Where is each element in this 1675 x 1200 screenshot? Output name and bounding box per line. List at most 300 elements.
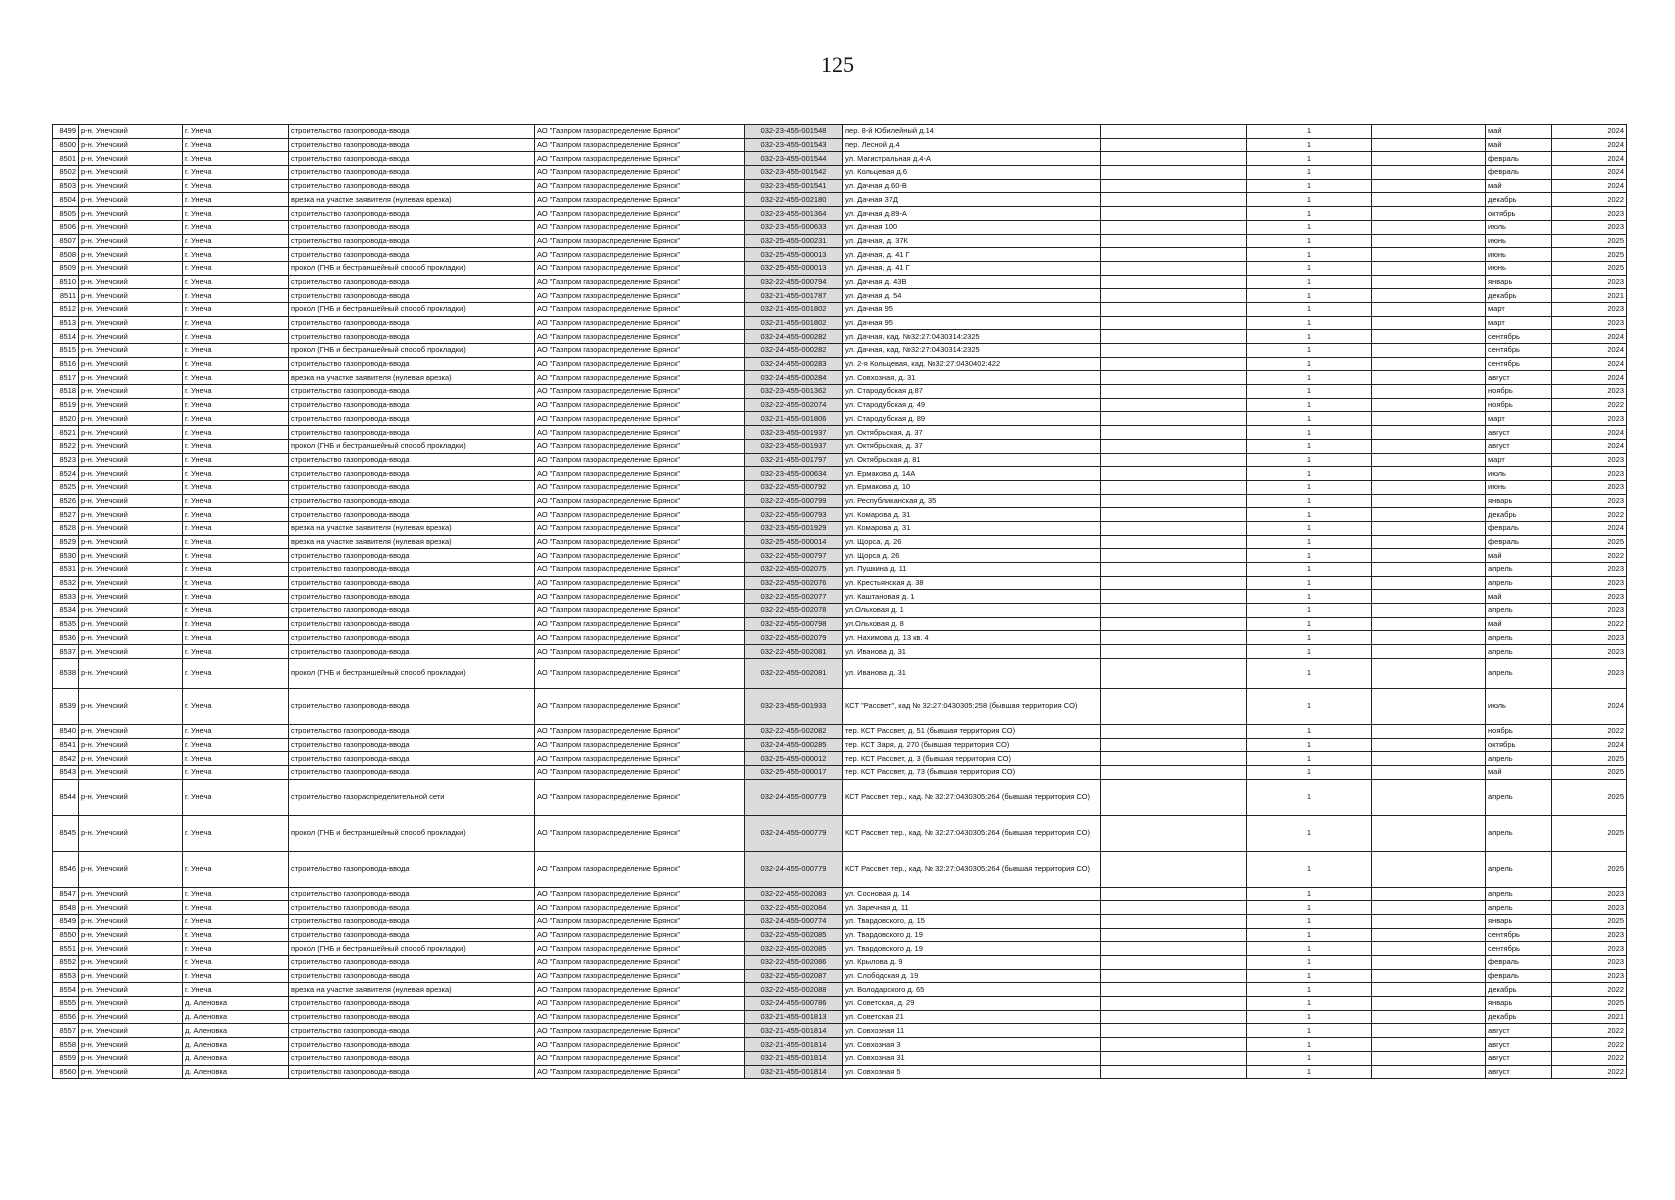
address-cell: ул. Октябрьская д. 81: [843, 453, 1101, 467]
empty-cell: [1372, 234, 1486, 248]
district-cell: р-н. Унечский: [79, 467, 183, 481]
district-cell: р-н. Унечский: [79, 631, 183, 645]
year-cell: 2024: [1552, 125, 1627, 139]
settlement-cell: г. Унеча: [183, 138, 289, 152]
address-cell: ул. Совхозная 3: [843, 1038, 1101, 1052]
table-row: [53, 914, 1627, 928]
empty-cell: [1372, 645, 1486, 659]
empty-cell: [1101, 521, 1247, 535]
district-cell: р-н. Унечский: [79, 494, 183, 508]
district-cell: р-н. Унечский: [79, 549, 183, 563]
empty-cell: [1101, 956, 1247, 970]
year-cell: 2023: [1552, 467, 1627, 481]
month-cell: июнь: [1486, 480, 1552, 494]
empty-cell: [1101, 193, 1247, 207]
district-cell: р-н. Унечский: [79, 480, 183, 494]
address-cell: ул. Дачная д. 43В: [843, 275, 1101, 289]
application-code-cell: 032-21-455-001806: [745, 412, 843, 426]
organization-cell: АО "Газпром газораспределение Брянск": [535, 426, 745, 440]
settlement-cell: г. Унеча: [183, 604, 289, 618]
month-cell: май: [1486, 590, 1552, 604]
settlement-cell: г. Унеча: [183, 261, 289, 275]
district-cell: р-н. Унечский: [79, 1010, 183, 1024]
quantity-cell: 1: [1247, 467, 1372, 481]
row-number: 8546: [53, 851, 79, 887]
settlement-cell: д. Аленовка: [183, 1065, 289, 1079]
district-cell: р-н. Унечский: [79, 426, 183, 440]
empty-cell: [1101, 658, 1247, 688]
application-code-cell: 032-22-455-000792: [745, 480, 843, 494]
district-cell: р-н. Унечский: [79, 604, 183, 618]
settlement-cell: д. Аленовка: [183, 1051, 289, 1065]
organization-cell: АО "Газпром газораспределение Брянск": [535, 494, 745, 508]
address-cell: ул. Стародубская д. 49: [843, 398, 1101, 412]
empty-cell: [1101, 590, 1247, 604]
year-cell: 2023: [1552, 385, 1627, 399]
empty-cell: [1372, 631, 1486, 645]
year-cell: 2025: [1552, 851, 1627, 887]
district-cell: р-н. Унечский: [79, 1065, 183, 1079]
work-type-cell: строительство газопровода-ввода: [289, 330, 535, 344]
year-cell: 2022: [1552, 1051, 1627, 1065]
month-cell: сентябрь: [1486, 357, 1552, 371]
application-code-cell: 032-21-455-001802: [745, 302, 843, 316]
settlement-cell: г. Унеча: [183, 508, 289, 522]
district-cell: р-н. Унечский: [79, 914, 183, 928]
settlement-cell: г. Унеча: [183, 453, 289, 467]
address-cell: тер. КСТ Рассвет, д. 51 (бывшая территория СО): [843, 724, 1101, 738]
settlement-cell: г. Унеча: [183, 549, 289, 563]
quantity-cell: 1: [1247, 398, 1372, 412]
year-cell: 2021: [1552, 1010, 1627, 1024]
year-cell: 2022: [1552, 617, 1627, 631]
address-cell: ул. Сосновая д. 14: [843, 887, 1101, 901]
quantity-cell: 1: [1247, 942, 1372, 956]
organization-cell: АО "Газпром газораспределение Брянск": [535, 604, 745, 618]
work-type-cell: прокол (ГНБ и бестраншейный способ прокладки): [289, 439, 535, 453]
year-cell: 2025: [1552, 752, 1627, 766]
row-number: 8531: [53, 563, 79, 577]
settlement-cell: г. Унеча: [183, 851, 289, 887]
month-cell: сентябрь: [1486, 928, 1552, 942]
work-type-cell: строительство газопровода-ввода: [289, 1038, 535, 1052]
settlement-cell: г. Унеча: [183, 631, 289, 645]
address-cell: ул. Комарова д. 31: [843, 508, 1101, 522]
row-number: 8557: [53, 1024, 79, 1038]
settlement-cell: г. Унеча: [183, 439, 289, 453]
work-type-cell: строительство газопровода-ввода: [289, 234, 535, 248]
row-number: 8536: [53, 631, 79, 645]
settlement-cell: г. Унеча: [183, 289, 289, 303]
work-type-cell: строительство газопровода-ввода: [289, 887, 535, 901]
row-number: 8510: [53, 275, 79, 289]
table-row: [53, 1010, 1627, 1024]
quantity-cell: 1: [1247, 658, 1372, 688]
organization-cell: АО "Газпром газораспределение Брянск": [535, 535, 745, 549]
work-type-cell: строительство газопровода-ввода: [289, 631, 535, 645]
organization-cell: АО "Газпром газораспределение Брянск": [535, 220, 745, 234]
quantity-cell: 1: [1247, 1065, 1372, 1079]
year-cell: 2023: [1552, 631, 1627, 645]
address-cell: ул. Дачная д. 54: [843, 289, 1101, 303]
settlement-cell: г. Унеча: [183, 983, 289, 997]
empty-cell: [1372, 344, 1486, 358]
empty-cell: [1372, 275, 1486, 289]
district-cell: р-н. Унечский: [79, 138, 183, 152]
year-cell: 2023: [1552, 494, 1627, 508]
table-row: [53, 248, 1627, 262]
month-cell: апрель: [1486, 815, 1552, 851]
empty-cell: [1101, 316, 1247, 330]
organization-cell: АО "Газпром газораспределение Брянск": [535, 549, 745, 563]
empty-cell: [1372, 398, 1486, 412]
application-code-cell: 032-23-455-001937: [745, 439, 843, 453]
empty-cell: [1101, 480, 1247, 494]
row-number: 8524: [53, 467, 79, 481]
district-cell: р-н. Унечский: [79, 887, 183, 901]
settlement-cell: г. Унеча: [183, 234, 289, 248]
organization-cell: АО "Газпром газораспределение Брянск": [535, 815, 745, 851]
settlement-cell: г. Унеча: [183, 275, 289, 289]
empty-cell: [1372, 997, 1486, 1011]
empty-cell: [1372, 261, 1486, 275]
address-cell: ул. Дачная 95: [843, 302, 1101, 316]
settlement-cell: г. Унеча: [183, 738, 289, 752]
year-cell: 2024: [1552, 371, 1627, 385]
district-cell: р-н. Унечский: [79, 997, 183, 1011]
month-cell: июль: [1486, 688, 1552, 724]
work-type-cell: строительство газопровода-ввода: [289, 549, 535, 563]
year-cell: 2025: [1552, 535, 1627, 549]
work-type-cell: строительство газопровода-ввода: [289, 398, 535, 412]
application-code-cell: 032-23-455-001541: [745, 179, 843, 193]
address-cell: ул. Пушкина д. 11: [843, 563, 1101, 577]
quantity-cell: 1: [1247, 179, 1372, 193]
address-cell: ул. Советская, д. 29: [843, 997, 1101, 1011]
settlement-cell: г. Унеча: [183, 521, 289, 535]
application-code-cell: 032-21-455-001814: [745, 1038, 843, 1052]
quantity-cell: 1: [1247, 439, 1372, 453]
address-cell: ул. Дачная, кад. №32:27:0430314:2325: [843, 344, 1101, 358]
year-cell: 2023: [1552, 590, 1627, 604]
empty-cell: [1372, 508, 1486, 522]
table-row: [53, 563, 1627, 577]
quantity-cell: 1: [1247, 494, 1372, 508]
empty-cell: [1372, 688, 1486, 724]
district-cell: р-н. Унечский: [79, 752, 183, 766]
district-cell: р-н. Унечский: [79, 207, 183, 221]
district-cell: р-н. Унечский: [79, 385, 183, 399]
quantity-cell: 1: [1247, 604, 1372, 618]
work-type-cell: строительство газопровода-ввода: [289, 467, 535, 481]
table-row: [53, 357, 1627, 371]
application-code-cell: 032-22-455-002180: [745, 193, 843, 207]
application-code-cell: 032-22-455-000799: [745, 494, 843, 508]
row-number: 8520: [53, 412, 79, 426]
month-cell: август: [1486, 439, 1552, 453]
work-type-cell: строительство газопровода-ввода: [289, 1051, 535, 1065]
organization-cell: АО "Газпром газораспределение Брянск": [535, 631, 745, 645]
organization-cell: АО "Газпром газораспределение Брянск": [535, 248, 745, 262]
empty-cell: [1101, 688, 1247, 724]
work-type-cell: строительство газопровода-ввода: [289, 914, 535, 928]
district-cell: р-н. Унечский: [79, 357, 183, 371]
row-number: 8501: [53, 152, 79, 166]
empty-cell: [1101, 942, 1247, 956]
settlement-cell: г. Унеча: [183, 563, 289, 577]
quantity-cell: 1: [1247, 453, 1372, 467]
year-cell: 2025: [1552, 997, 1627, 1011]
settlement-cell: г. Унеча: [183, 724, 289, 738]
address-cell: ул. Твардовского д. 19: [843, 928, 1101, 942]
application-code-cell: 032-23-455-001933: [745, 688, 843, 724]
district-cell: р-н. Унечский: [79, 535, 183, 549]
empty-cell: [1101, 901, 1247, 915]
district-cell: р-н. Унечский: [79, 617, 183, 631]
month-cell: сентябрь: [1486, 344, 1552, 358]
row-number: 8517: [53, 371, 79, 385]
address-cell: ул.Ольховая д. 8: [843, 617, 1101, 631]
address-cell: ул. Совхозная, д. 31: [843, 371, 1101, 385]
quantity-cell: 1: [1247, 969, 1372, 983]
work-type-cell: строительство газопровода-ввода: [289, 125, 535, 139]
organization-cell: АО "Газпром газораспределение Брянск": [535, 752, 745, 766]
work-type-cell: строительство газопровода-ввода: [289, 901, 535, 915]
empty-cell: [1372, 494, 1486, 508]
row-number: 8521: [53, 426, 79, 440]
empty-cell: [1101, 220, 1247, 234]
address-cell: ул. Дачная, д. 41 Г: [843, 261, 1101, 275]
empty-cell: [1101, 275, 1247, 289]
month-cell: февраль: [1486, 166, 1552, 180]
organization-cell: АО "Газпром газораспределение Брянск": [535, 207, 745, 221]
empty-cell: [1372, 207, 1486, 221]
month-cell: апрель: [1486, 752, 1552, 766]
application-code-cell: 032-25-455-000231: [745, 234, 843, 248]
application-code-cell: 032-22-455-002079: [745, 631, 843, 645]
settlement-cell: д. Аленовка: [183, 1010, 289, 1024]
address-cell: ул. Дачная 95: [843, 316, 1101, 330]
address-cell: ул. Совхозная 5: [843, 1065, 1101, 1079]
month-cell: ноябрь: [1486, 385, 1552, 399]
application-code-cell: 032-24-455-000285: [745, 738, 843, 752]
table-row: [53, 969, 1627, 983]
address-cell: КСТ Рассвет тер., кад. № 32:27:0430305:264 (бывшая территория СО): [843, 815, 1101, 851]
work-type-cell: строительство газопровода-ввода: [289, 928, 535, 942]
table-row: [53, 275, 1627, 289]
settlement-cell: г. Унеча: [183, 887, 289, 901]
settlement-cell: г. Унеча: [183, 125, 289, 139]
address-cell: ул. Твардовского д. 19: [843, 942, 1101, 956]
empty-cell: [1101, 815, 1247, 851]
work-type-cell: строительство газопровода-ввода: [289, 765, 535, 779]
organization-cell: АО "Газпром газораспределение Брянск": [535, 645, 745, 659]
work-type-cell: строительство газопровода-ввода: [289, 426, 535, 440]
organization-cell: АО "Газпром газораспределение Брянск": [535, 563, 745, 577]
month-cell: август: [1486, 1065, 1552, 1079]
district-cell: р-н. Унечский: [79, 942, 183, 956]
quantity-cell: 1: [1247, 997, 1372, 1011]
work-type-cell: строительство газопровода-ввода: [289, 724, 535, 738]
quantity-cell: 1: [1247, 166, 1372, 180]
address-cell: ул. Заречная д. 11: [843, 901, 1101, 915]
quantity-cell: 1: [1247, 645, 1372, 659]
quantity-cell: 1: [1247, 152, 1372, 166]
year-cell: 2025: [1552, 234, 1627, 248]
quantity-cell: 1: [1247, 207, 1372, 221]
application-code-cell: 032-23-455-000634: [745, 467, 843, 481]
month-cell: ноябрь: [1486, 724, 1552, 738]
settlement-cell: г. Унеча: [183, 752, 289, 766]
table-row: [53, 752, 1627, 766]
quantity-cell: 1: [1247, 385, 1372, 399]
row-number: 8549: [53, 914, 79, 928]
quantity-cell: 1: [1247, 371, 1372, 385]
application-code-cell: 032-24-455-000774: [745, 914, 843, 928]
empty-cell: [1372, 480, 1486, 494]
work-type-cell: строительство газопровода-ввода: [289, 604, 535, 618]
empty-cell: [1372, 914, 1486, 928]
work-type-cell: строительство газопровода-ввода: [289, 412, 535, 426]
application-code-cell: 032-23-455-001364: [745, 207, 843, 221]
table-row: [53, 815, 1627, 851]
quantity-cell: 1: [1247, 535, 1372, 549]
empty-cell: [1372, 590, 1486, 604]
address-cell: ул. Володарского д. 65: [843, 983, 1101, 997]
empty-cell: [1372, 983, 1486, 997]
organization-cell: АО "Газпром газораспределение Брянск": [535, 275, 745, 289]
year-cell: 2024: [1552, 521, 1627, 535]
row-number: 8530: [53, 549, 79, 563]
settlement-cell: г. Унеча: [183, 166, 289, 180]
settlement-cell: г. Унеча: [183, 928, 289, 942]
application-code-cell: 032-23-455-001542: [745, 166, 843, 180]
organization-cell: АО "Газпром газораспределение Брянск": [535, 412, 745, 426]
empty-cell: [1101, 851, 1247, 887]
row-number: 8529: [53, 535, 79, 549]
district-cell: р-н. Унечский: [79, 330, 183, 344]
table-row: [53, 179, 1627, 193]
row-number: 8558: [53, 1038, 79, 1052]
table-row: [53, 942, 1627, 956]
quantity-cell: 1: [1247, 752, 1372, 766]
quantity-cell: 1: [1247, 261, 1372, 275]
district-cell: р-н. Унечский: [79, 765, 183, 779]
table-row: [53, 576, 1627, 590]
settlement-cell: г. Унеча: [183, 901, 289, 915]
table-row: [53, 617, 1627, 631]
empty-cell: [1372, 901, 1486, 915]
settlement-cell: г. Унеча: [183, 467, 289, 481]
row-number: 8522: [53, 439, 79, 453]
table-row: [53, 207, 1627, 221]
empty-cell: [1101, 344, 1247, 358]
empty-cell: [1372, 617, 1486, 631]
work-type-cell: строительство газопровода-ввода: [289, 220, 535, 234]
work-type-cell: врезка на участке заявителя (нулевая врезка): [289, 371, 535, 385]
organization-cell: АО "Газпром газораспределение Брянск": [535, 467, 745, 481]
table-row: [53, 302, 1627, 316]
quantity-cell: 1: [1247, 956, 1372, 970]
empty-cell: [1101, 494, 1247, 508]
row-number: 8504: [53, 193, 79, 207]
empty-cell: [1372, 658, 1486, 688]
application-code-cell: 032-21-455-001787: [745, 289, 843, 303]
application-code-cell: 032-23-455-001543: [745, 138, 843, 152]
application-code-cell: 032-22-455-002081: [745, 645, 843, 659]
year-cell: 2025: [1552, 815, 1627, 851]
empty-cell: [1101, 1038, 1247, 1052]
year-cell: 2023: [1552, 604, 1627, 618]
application-code-cell: 032-21-455-001802: [745, 316, 843, 330]
address-cell: ул. Слободская д. 19: [843, 969, 1101, 983]
month-cell: март: [1486, 316, 1552, 330]
work-type-cell: строительство газопровода-ввода: [289, 508, 535, 522]
organization-cell: АО "Газпром газораспределение Брянск": [535, 590, 745, 604]
district-cell: р-н. Унечский: [79, 316, 183, 330]
application-code-cell: 032-22-455-002086: [745, 956, 843, 970]
empty-cell: [1372, 152, 1486, 166]
year-cell: 2024: [1552, 344, 1627, 358]
year-cell: 2023: [1552, 887, 1627, 901]
month-cell: июнь: [1486, 234, 1552, 248]
address-cell: ул. Октябрьская, д. 37: [843, 426, 1101, 440]
address-cell: ул. Дачная д.89-А: [843, 207, 1101, 221]
empty-cell: [1372, 166, 1486, 180]
quantity-cell: 1: [1247, 983, 1372, 997]
month-cell: апрель: [1486, 576, 1552, 590]
address-cell: КСТ Рассвет тер., кад. № 32:27:0430305:264 (бывшая территория СО): [843, 851, 1101, 887]
quantity-cell: 1: [1247, 928, 1372, 942]
organization-cell: АО "Газпром газораспределение Брянск": [535, 453, 745, 467]
year-cell: 2025: [1552, 765, 1627, 779]
year-cell: 2023: [1552, 645, 1627, 659]
year-cell: 2023: [1552, 956, 1627, 970]
empty-cell: [1101, 1065, 1247, 1079]
row-number: 8528: [53, 521, 79, 535]
empty-cell: [1101, 645, 1247, 659]
table-row: [53, 535, 1627, 549]
district-cell: р-н. Унечский: [79, 928, 183, 942]
table-row: [53, 467, 1627, 481]
organization-cell: АО "Газпром газораспределение Брянск": [535, 193, 745, 207]
work-type-cell: строительство газопровода-ввода: [289, 576, 535, 590]
table-row: [53, 724, 1627, 738]
empty-cell: [1101, 617, 1247, 631]
application-code-cell: 032-22-455-002083: [745, 887, 843, 901]
month-cell: декабрь: [1486, 508, 1552, 522]
organization-cell: АО "Газпром газораспределение Брянск": [535, 779, 745, 815]
district-cell: р-н. Унечский: [79, 590, 183, 604]
quantity-cell: 1: [1247, 688, 1372, 724]
month-cell: февраль: [1486, 956, 1552, 970]
district-cell: р-н. Унечский: [79, 412, 183, 426]
organization-cell: АО "Газпром газораспределение Брянск": [535, 724, 745, 738]
work-type-cell: врезка на участке заявителя (нулевая врезка): [289, 983, 535, 997]
table-row: [53, 480, 1627, 494]
settlement-cell: г. Унеча: [183, 152, 289, 166]
month-cell: август: [1486, 371, 1552, 385]
quantity-cell: 1: [1247, 765, 1372, 779]
empty-cell: [1372, 851, 1486, 887]
row-number: 8543: [53, 765, 79, 779]
empty-cell: [1101, 887, 1247, 901]
settlement-cell: д. Аленовка: [183, 1024, 289, 1038]
empty-cell: [1372, 138, 1486, 152]
application-code-cell: 032-22-455-002082: [745, 724, 843, 738]
work-type-cell: строительство газопровода-ввода: [289, 166, 535, 180]
organization-cell: АО "Газпром газораспределение Брянск": [535, 658, 745, 688]
